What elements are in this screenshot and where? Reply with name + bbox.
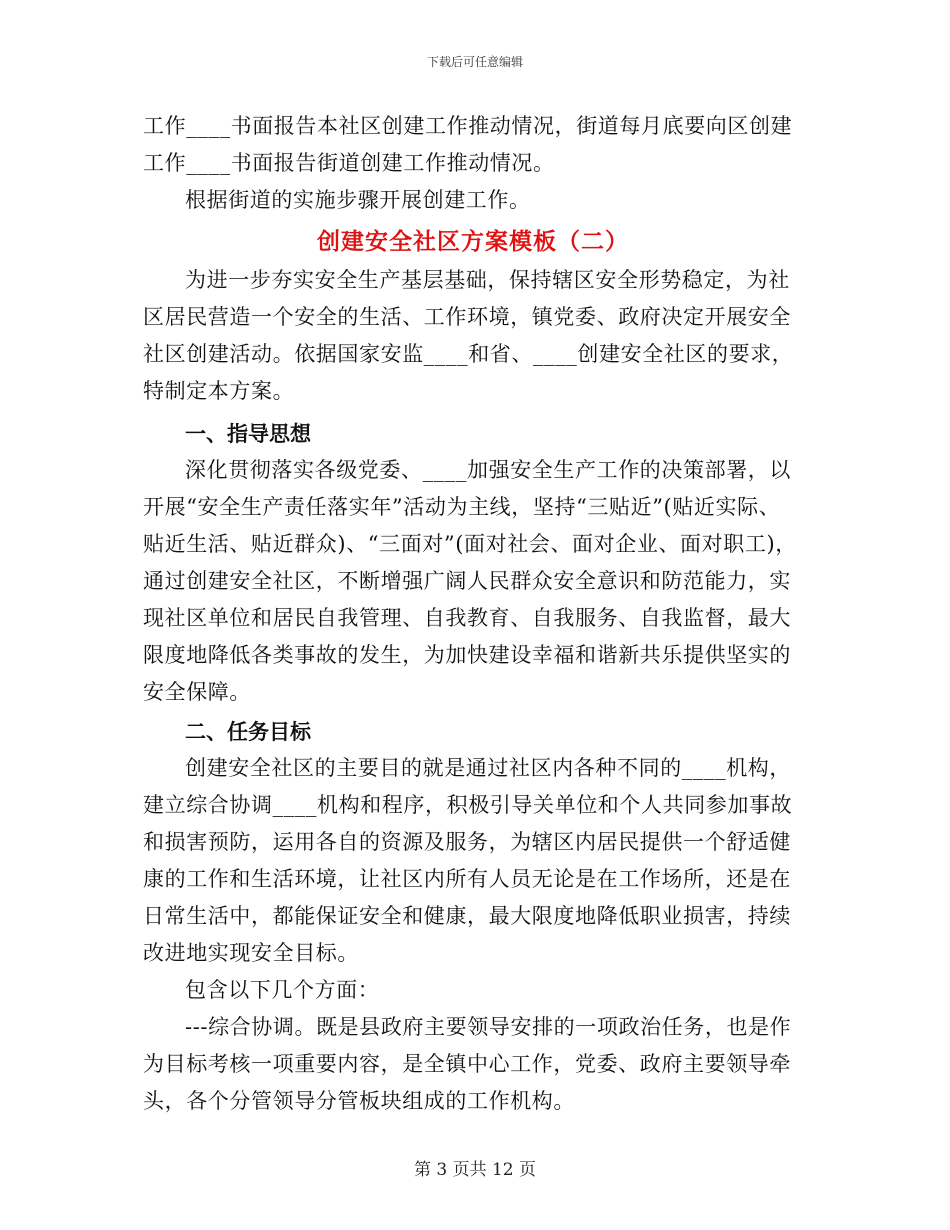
section1-line: 安全保障。 xyxy=(143,680,251,704)
aspects-intro: 包含以下几个方面： xyxy=(185,978,380,1002)
document-body xyxy=(143,108,803,1120)
section1-line: 现社区单位和居民自我管理、自我教育、自我服务、自我监督，最大 xyxy=(143,606,791,630)
section1-line: 贴近生活、贴近群众)、“三面对”(面对社会、面对企业、面对职工)， xyxy=(143,532,797,556)
intro-line: 区居民营造一个安全的生活、工作环境，镇党委、政府决定开展安全 xyxy=(143,305,791,329)
section2-line: 日常生活中，都能保证安全和健康，最大限度地降低职业损害，持续 xyxy=(143,904,791,928)
section-heading-task-goals: 二、任务目标 xyxy=(185,719,311,744)
section2-line: 和损害预防，运用各自的资源及服务，为辖区内居民提供一个舒适健 xyxy=(143,830,791,854)
section2-line: 建立综合协调____机构和程序，积极引导关单位和个人共同参加事故 xyxy=(143,793,793,817)
section2-line: 创建安全社区的主要目的就是通过社区内各种不同的____机构， xyxy=(185,756,791,780)
paragraph-line: 工作____书面报告本社区创建工作推动情况，街道每月底要向区创建 xyxy=(143,114,793,138)
intro-line: 社区创建活动。依据国家安监____和省、____创建安全社区的要求， xyxy=(143,342,794,366)
aspect-line: 头，各个分管领导分管板块组成的工作机构。 xyxy=(143,1089,575,1113)
page-footer-page-number: 第 3 页共 12 页 xyxy=(413,1160,537,1180)
section-heading-guiding-ideology: 一、指导思想 xyxy=(185,421,311,446)
page-header-note: 下载后可任意编辑 xyxy=(426,55,523,69)
section2-line: 改进地实现安全目标。 xyxy=(143,941,359,965)
paragraph-line: 根据街道的实施步骤开展创建工作。 xyxy=(185,188,531,212)
aspect-line: ---综合协调。既是县政府主要领导安排的一项政治任务，也是作 xyxy=(185,1015,792,1039)
document-title: 创建安全社区方案模板（二） xyxy=(317,228,629,255)
section1-line: 通过创建安全社区，不断增强广阔人民群众安全意识和防范能力，实 xyxy=(143,569,791,593)
aspect-line: 为目标考核一项重要内容，是全镇中心工作，党委、政府主要领导牵 xyxy=(143,1052,791,1076)
section1-line: 深化贯彻落实各级党委、____加强安全生产工作的决策部署，以 xyxy=(185,458,791,482)
section1-line: 开展“安全生产责任落实年”活动为主线，坚持“三贴近”(贴近实际、 xyxy=(143,495,781,519)
intro-line: 为进一步夯实安全生产基层基础，保持辖区安全形势稳定，为社 xyxy=(185,268,790,292)
section1-line: 限度地降低各类事故的发生，为加快建设幸福和谐新共乐提供坚实的 xyxy=(143,643,791,667)
section2-line: 康的工作和生活环境，让社区内所有人员无论是在工作场所，还是在 xyxy=(143,867,791,891)
intro-line: 特制定本方案。 xyxy=(143,379,295,403)
paragraph-line: 工作____书面报告街道创建工作推动情况。 xyxy=(143,151,555,175)
